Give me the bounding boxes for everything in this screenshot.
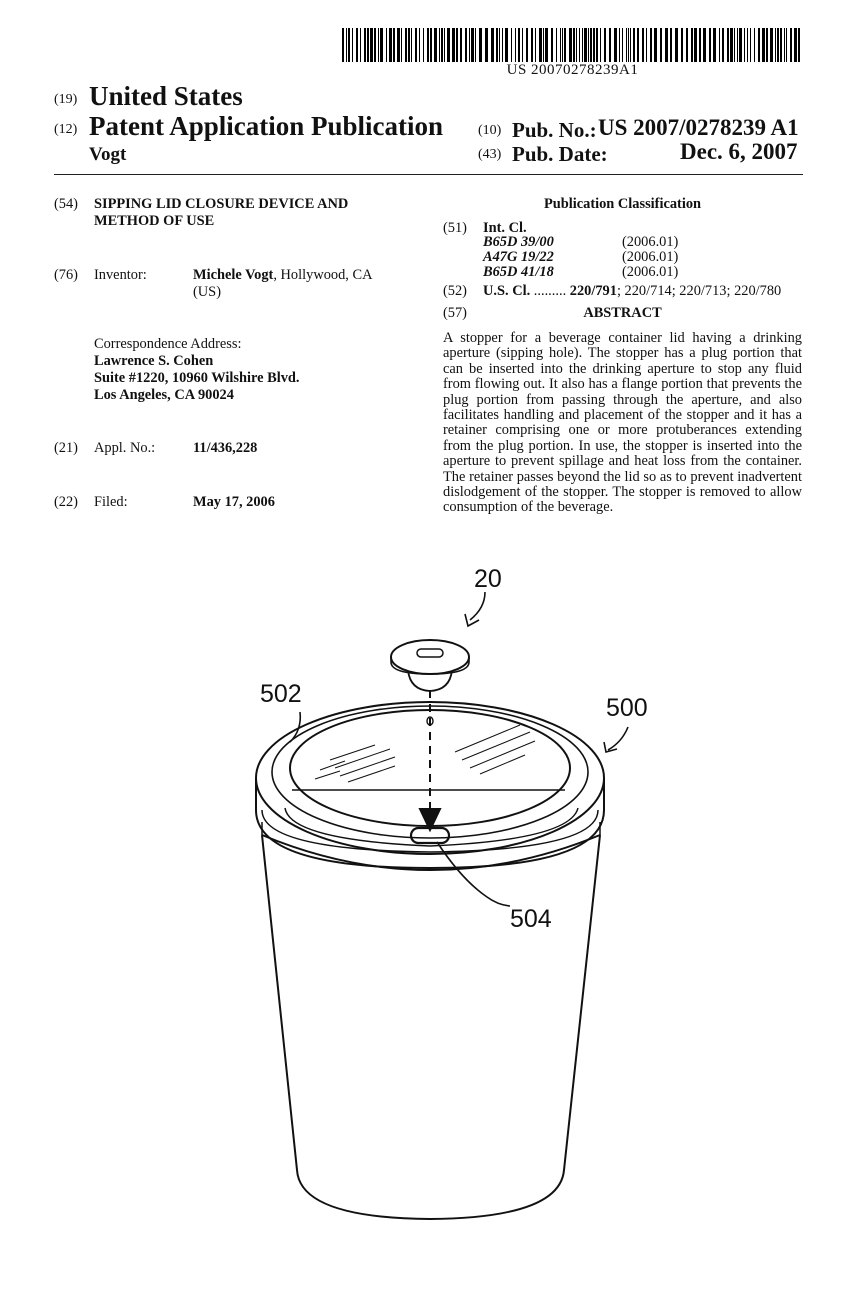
barcode-bar bbox=[543, 28, 544, 62]
barcode-bar bbox=[739, 28, 742, 62]
cup-body-outline bbox=[262, 835, 600, 1219]
barcode-bar bbox=[475, 28, 476, 62]
intcl-version: (2006.01) bbox=[622, 264, 679, 280]
intcl-list bbox=[483, 235, 678, 280]
barcode-bar bbox=[699, 28, 701, 62]
uscl-label: U.S. Cl. bbox=[483, 283, 531, 299]
barcode-bar bbox=[405, 28, 407, 62]
barcode-bar bbox=[411, 28, 412, 62]
ref-500: 500 bbox=[606, 694, 648, 722]
barcode-bar bbox=[469, 28, 470, 62]
barcode-bar bbox=[356, 28, 358, 62]
barcode-bar bbox=[452, 28, 455, 62]
barcode-bar bbox=[686, 28, 688, 62]
pub-no-label: Pub. No.: bbox=[512, 118, 597, 142]
filed-code: (22) bbox=[54, 494, 78, 510]
appl-label: Appl. No.: bbox=[94, 440, 156, 456]
intcl-class: B65D 41/18 bbox=[483, 264, 554, 280]
barcode-bar bbox=[423, 28, 424, 62]
barcode-bar bbox=[642, 28, 644, 62]
barcode-bar bbox=[346, 28, 347, 62]
barcode-bar bbox=[389, 28, 392, 62]
barcode-bar bbox=[777, 28, 779, 62]
barcode-bar bbox=[479, 28, 482, 62]
inventor-surname: Vogt bbox=[89, 144, 127, 165]
country: United States bbox=[89, 81, 243, 111]
invention-title bbox=[94, 196, 348, 230]
barcode-number: US 20070278239A1 bbox=[506, 62, 639, 78]
correspondence-name: Lawrence S. Cohen bbox=[94, 353, 214, 369]
barcode-bar bbox=[539, 28, 542, 62]
intcl-label: Int. Cl. bbox=[483, 220, 527, 236]
intcl-code: (51) bbox=[443, 220, 467, 236]
barcode-bar bbox=[744, 28, 745, 62]
barcode-bar bbox=[367, 28, 369, 62]
barcode-bar bbox=[703, 28, 706, 62]
barcode-bar bbox=[491, 28, 494, 62]
barcode-bar bbox=[675, 28, 678, 62]
barcode-bar bbox=[441, 28, 443, 62]
barcode-bar bbox=[360, 28, 361, 62]
barcode-bar bbox=[619, 28, 620, 62]
barcode-bar bbox=[588, 28, 589, 62]
correspondence-street: Suite #1220, 10960 Wilshire Blvd. bbox=[94, 370, 300, 386]
abstract-code: (57) bbox=[443, 305, 467, 321]
barcode-bar bbox=[584, 28, 587, 62]
barcode-bar bbox=[593, 28, 595, 62]
filed-value: May 17, 2006 bbox=[193, 494, 275, 510]
barcode-bar bbox=[397, 28, 400, 62]
barcode-bar bbox=[626, 28, 627, 62]
barcode-bar bbox=[660, 28, 662, 62]
barcode-bar bbox=[579, 28, 580, 62]
barcode-bar bbox=[694, 28, 697, 62]
uscl-line bbox=[483, 283, 781, 300]
barcode-bar bbox=[515, 28, 516, 62]
barcode-bar bbox=[408, 28, 410, 62]
inventor-location: , Hollywood, CA bbox=[273, 267, 373, 283]
pub-date-label: Pub. Date: bbox=[512, 142, 608, 166]
inventor-code: (76) bbox=[54, 267, 78, 283]
barcode bbox=[342, 28, 803, 62]
barcode-bar bbox=[665, 28, 668, 62]
uscl-code: (52) bbox=[443, 283, 467, 299]
inventor-label: Inventor: bbox=[94, 267, 147, 283]
barcode-bar bbox=[564, 28, 566, 62]
barcode-bar bbox=[569, 28, 572, 62]
barcode-bar bbox=[380, 28, 383, 62]
uscl-primary: 220/791 bbox=[569, 283, 617, 299]
barcode-bar bbox=[596, 28, 598, 62]
barcode-bar bbox=[609, 28, 611, 62]
barcode-bar bbox=[535, 28, 536, 62]
barcode-bar bbox=[522, 28, 523, 62]
barcode-bar bbox=[419, 28, 420, 62]
inventor-country: (US) bbox=[193, 284, 221, 300]
barcode-bar bbox=[754, 28, 755, 62]
barcode-bar bbox=[713, 28, 716, 62]
barcode-bar bbox=[727, 28, 729, 62]
barcode-bar bbox=[770, 28, 773, 62]
barcode-bar bbox=[496, 28, 498, 62]
leader-cup-arrow bbox=[604, 742, 617, 752]
barcode-bar bbox=[393, 28, 395, 62]
barcode-bar bbox=[374, 28, 376, 62]
barcode-bar bbox=[364, 28, 366, 62]
uscl-dots: ......... bbox=[530, 283, 570, 299]
ref-502: 502 bbox=[260, 680, 302, 708]
barcode-bar bbox=[545, 28, 548, 62]
barcode-bar bbox=[758, 28, 760, 62]
leader-stopper bbox=[470, 592, 485, 620]
barcode-bar bbox=[798, 28, 800, 62]
pub-no-code: (10) bbox=[478, 123, 502, 138]
barcode-bar bbox=[590, 28, 592, 62]
barcode-bar bbox=[780, 28, 782, 62]
barcode-bar bbox=[630, 28, 631, 62]
barcode-bar bbox=[430, 28, 432, 62]
barcode-bar bbox=[637, 28, 639, 62]
barcode-bar bbox=[730, 28, 733, 62]
barcode-bar bbox=[628, 28, 629, 62]
abstract-heading: ABSTRACT bbox=[583, 305, 662, 321]
barcode-bar bbox=[691, 28, 693, 62]
filed-label: Filed: bbox=[94, 494, 128, 510]
doc-type: Patent Application Publication bbox=[89, 111, 444, 141]
barcode-bar bbox=[531, 28, 533, 62]
intcl-version: (2006.01) bbox=[622, 234, 679, 250]
patent-figure bbox=[200, 555, 670, 1245]
barcode-bar bbox=[342, 28, 344, 62]
barcode-bar bbox=[670, 28, 672, 62]
barcode-bar bbox=[633, 28, 635, 62]
barcode-bar bbox=[681, 28, 683, 62]
appl-code: (21) bbox=[54, 440, 78, 456]
barcode-bar bbox=[434, 28, 437, 62]
barcode-bar bbox=[551, 28, 553, 62]
pub-date-code: (43) bbox=[478, 147, 502, 162]
barcode-bar bbox=[582, 28, 583, 62]
barcode-bar bbox=[511, 28, 512, 62]
barcode-bar bbox=[401, 28, 402, 62]
barcode-bar bbox=[766, 28, 768, 62]
barcode-graphic bbox=[342, 28, 803, 62]
appl-value: 11/436,228 bbox=[193, 440, 258, 456]
barcode-bar bbox=[499, 28, 500, 62]
ref-504: 504 bbox=[510, 905, 552, 933]
barcode-bar bbox=[775, 28, 776, 62]
barcode-bar bbox=[518, 28, 520, 62]
country-code: (19) bbox=[54, 92, 78, 107]
intcl-class: A47G 19/22 bbox=[483, 249, 554, 265]
barcode-bar bbox=[456, 28, 458, 62]
barcode-bar bbox=[427, 28, 429, 62]
pub-date-value: Dec. 6, 2007 bbox=[680, 139, 798, 164]
barcode-bar bbox=[378, 28, 379, 62]
barcode-bar bbox=[719, 28, 720, 62]
barcode-bar bbox=[650, 28, 652, 62]
barcode-bar bbox=[722, 28, 724, 62]
barcode-bar bbox=[447, 28, 450, 62]
inventor-block bbox=[193, 267, 372, 301]
barcode-bar bbox=[460, 28, 462, 62]
barcode-bar bbox=[709, 28, 711, 62]
barcode-bar bbox=[471, 28, 474, 62]
lid-hatching bbox=[315, 725, 535, 782]
barcode-bar bbox=[646, 28, 647, 62]
barcode-bar bbox=[560, 28, 561, 62]
correspondence-block bbox=[94, 336, 300, 404]
barcode-bar bbox=[734, 28, 735, 62]
title-line-2: METHOD OF USE bbox=[94, 213, 215, 229]
barcode-bar bbox=[786, 28, 787, 62]
inventor-name: Michele Vogt bbox=[193, 267, 274, 283]
classification-heading: Publication Classification bbox=[543, 196, 702, 212]
pub-no-value: US 2007/0278239 A1 bbox=[598, 115, 799, 140]
correspondence-city: Los Angeles, CA 90024 bbox=[94, 387, 234, 403]
barcode-bar bbox=[556, 28, 557, 62]
barcode-bar bbox=[784, 28, 785, 62]
intcl-class: B65D 39/00 bbox=[483, 234, 554, 250]
barcode-bar bbox=[415, 28, 417, 62]
uscl-rest: ; 220/714; 220/713; 220/780 bbox=[616, 283, 782, 299]
barcode-bar bbox=[573, 28, 575, 62]
barcode-bar bbox=[352, 28, 353, 62]
barcode-bar bbox=[737, 28, 738, 62]
barcode-bar bbox=[526, 28, 528, 62]
title-line-1: SIPPING LID CLOSURE DEVICE AND bbox=[94, 196, 349, 212]
barcode-bar bbox=[600, 28, 601, 62]
barcode-bar bbox=[794, 28, 797, 62]
title-code: (54) bbox=[54, 196, 78, 212]
barcode-bar bbox=[654, 28, 657, 62]
barcode-bar bbox=[576, 28, 577, 62]
leader-stopper-arrow bbox=[465, 614, 479, 626]
barcode-bar bbox=[485, 28, 488, 62]
barcode-bar bbox=[750, 28, 751, 62]
barcode-bar bbox=[622, 28, 623, 62]
barcode-bar bbox=[762, 28, 765, 62]
intcl-version: (2006.01) bbox=[622, 249, 679, 265]
barcode-bar bbox=[562, 28, 563, 62]
abstract-text: A stopper for a beverage container lid having a drinking aperture (sipping hole). The stopper has a plug portion that can be inserted into the drinking aperture to stop any fluid from flowing out. It also has a flange portion that prevents the plug portion from passing through the aperture, and also facilitates handling and placement of the stopper and it has a retainer comprising one or more protuberances extending from the plug portion. In use, the stopper is inserted into the aperture to prevent spillage and heat loss from the container. The retainer passes beyond the lid so as to prevent inadvertent dislodgement of the stopper. The stopper is removed to allow consumption of the beverage. bbox=[443, 330, 802, 516]
barcode-bar bbox=[370, 28, 373, 62]
header-rule bbox=[54, 174, 803, 175]
doc-type-code: (12) bbox=[54, 122, 78, 137]
correspondence-label: Correspondence Address: bbox=[94, 336, 242, 352]
barcode-bar bbox=[614, 28, 617, 62]
barcode-bar bbox=[505, 28, 508, 62]
barcode-bar bbox=[790, 28, 792, 62]
ref-20: 20 bbox=[474, 565, 502, 593]
barcode-bar bbox=[439, 28, 440, 62]
barcode-bar bbox=[348, 28, 350, 62]
barcode-bar bbox=[465, 28, 467, 62]
barcode-bar bbox=[604, 28, 606, 62]
barcode-bar bbox=[747, 28, 748, 62]
barcode-bar bbox=[444, 28, 445, 62]
barcode-bar bbox=[386, 28, 387, 62]
leader-cup bbox=[608, 727, 628, 750]
barcode-bar bbox=[502, 28, 503, 62]
